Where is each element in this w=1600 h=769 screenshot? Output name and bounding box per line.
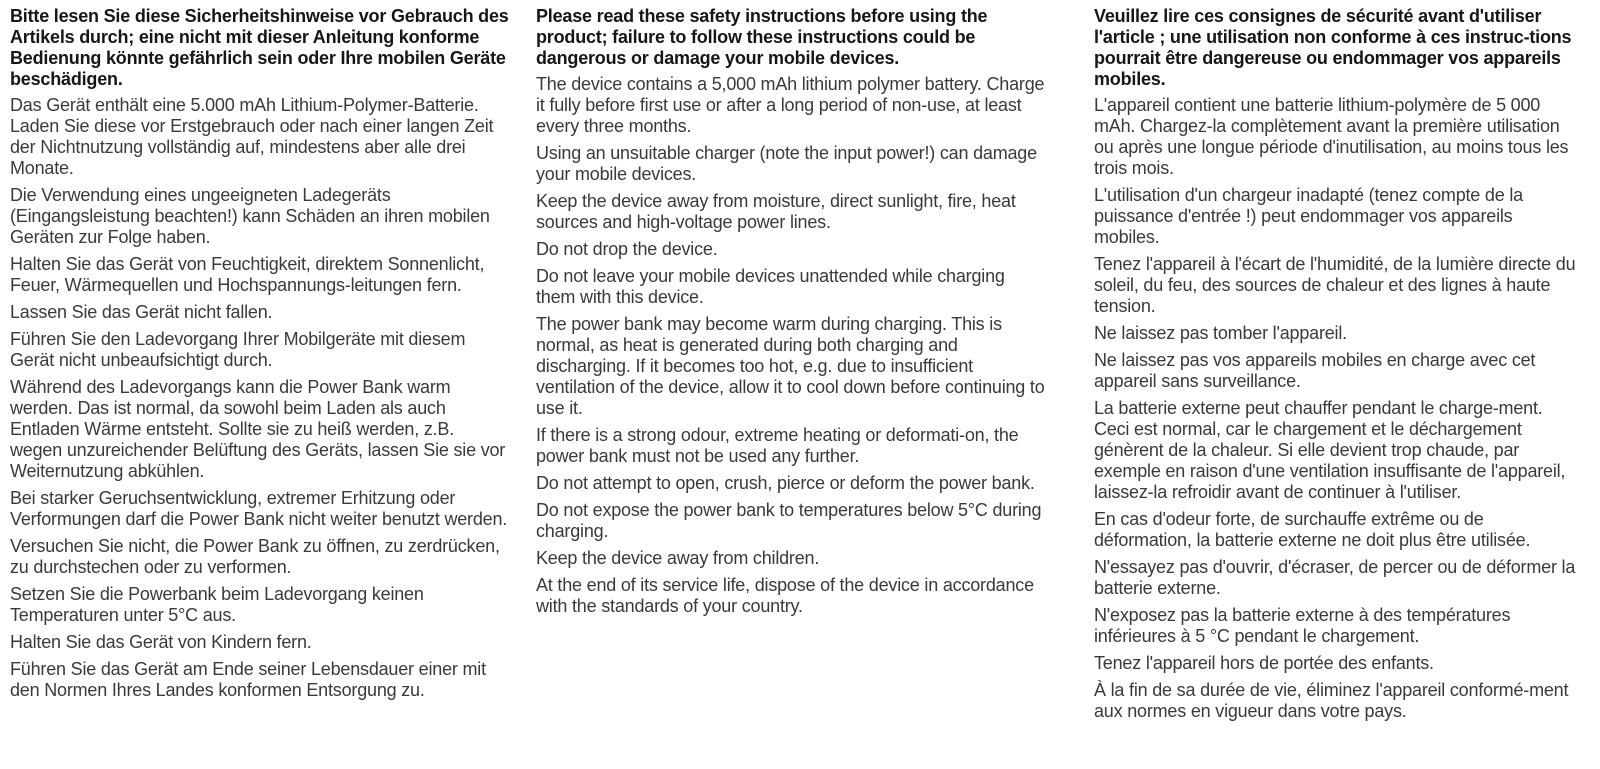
safety-paragraph: The device contains a 5,000 mAh lithium polymer battery. Charge it fully before first use or after a long period of non-use, at least every three months. [536,74,1045,136]
safety-paragraph: Die Verwendung eines ungeeigneten Ladegeräts (Eingangsleistung beachten!) kann Schäden an ihren mobilen Geräten zur Folge haben. [10,185,490,247]
safety-paragraph: En cas d'odeur forte, de surchauffe extrême ou de déformation, la batterie externe ne doit plus être utilisée. [1094,509,1531,550]
safety-paragraph: Setzen Sie die Powerbank beim Ladevorgang keinen Temperaturen unter 5°C aus. [10,584,424,625]
safety-paragraphs-french [1094,95,1576,722]
column-english [536,6,1048,769]
safety-paragraphs-english [536,74,1048,617]
safety-paragraph: At the end of its service life, dispose of the device in accordance with the standards of your country. [536,575,1034,616]
column-french [1094,6,1576,769]
safety-paragraph: N'essayez pas d'ouvrir, d'écraser, de percer ou de déformer la batterie externe. [1094,557,1576,598]
column-german [10,6,510,769]
safety-paragraph: Halten Sie das Gerät von Feuchtigkeit, direktem Sonnenlicht, Feuer, Wärmequellen und Hochspannungs-leitungen fern. [10,254,485,295]
safety-paragraph: Halten Sie das Gerät von Kindern fern. [10,632,312,652]
safety-paragraph: Tenez l'appareil hors de portée des enfants. [1094,653,1434,673]
safety-paragraph: Keep the device away from children. [536,548,820,568]
safety-paragraph: Versuchen Sie nicht, die Power Bank zu öffnen, zu zerdrücken, zu durchstechen oder zu verformen. [10,536,500,577]
safety-paragraph: Bei starker Geruchsentwicklung, extremer Erhitzung oder Verformungen darf die Power Bank nicht weiter benutzt werden. [10,488,508,529]
safety-paragraph: N'exposez pas la batterie externe à des températures inférieures à 5 °C pendant le chargement. [1094,605,1511,646]
safety-paragraph: Using an unsuitable charger (note the input power!) can damage your mobile devices. [536,143,1037,184]
safety-paragraph: If there is a strong odour, extreme heating or deformati-on, the power bank must not be used any further. [536,425,1019,466]
safety-paragraph: Das Gerät enthält eine 5.000 mAh Lithium-Polymer-Batterie. Laden Sie diese vor Erstgebrauch oder nach einer langen Zeit der Nichtnutzung vollständig auf, mindestens aber alle drei Monate. [10,95,494,178]
safety-heading-english: Please read these safety instructions before using the product; failure to follow these instructions could be dangerous or damage your mobile devices. [536,6,988,68]
safety-paragraph: Ne laissez pas tomber l'appareil. [1094,323,1347,343]
safety-heading-german: Bitte lesen Sie diese Sicherheitshinweise vor Gebrauch des Artikels durch; eine nicht mit dieser Anleitung konforme Bedienung könnte gefährlich sein oder Ihre mobilen Geräte beschädigen. [10,6,509,89]
safety-paragraph: L'appareil contient une batterie lithium-polymère de 5 000 mAh. Chargez-la complètement avant la première utilisation ou après une longue période d'inutilisation, au moins tous les trois mois. [1094,95,1569,178]
safety-paragraph: Do not attempt to open, crush, pierce or deform the power bank. [536,473,1035,493]
safety-paragraph: Do not drop the device. [536,239,718,259]
safety-paragraph: Keep the device away from moisture, direct sunlight, fire, heat sources and high-voltage power lines. [536,191,1016,232]
safety-paragraph: Tenez l'appareil à l'écart de l'humidité, de la lumière directe du soleil, du feu, des sources de chaleur et des lignes à haute tension. [1094,254,1576,316]
safety-paragraphs-german [10,95,510,701]
safety-paragraph: À la fin de sa durée de vie, éliminez l'appareil conformé-ment aux normes en vigueur dans votre pays. [1094,680,1569,721]
safety-heading-french: Veuillez lire ces consignes de sécurité avant d'utiliser l'article ; une utilisation non conforme à ces instruc-tions pourrait être dangereuse ou endommager vos appareils mobiles. [1094,6,1572,89]
safety-paragraph: L'utilisation d'un chargeur inadapté (tenez compte de la puissance d'entrée !) peut endommager vos appareils mobiles. [1094,185,1523,247]
safety-paragraph: Do not expose the power bank to temperatures below 5°C during charging. [536,500,1042,541]
safety-paragraph: Ne laissez pas vos appareils mobiles en charge avec cet appareil sans surveillance. [1094,350,1536,391]
safety-paragraph: Lassen Sie das Gerät nicht fallen. [10,302,273,322]
safety-paragraph: Do not leave your mobile devices unattended while charging them with this device. [536,266,1005,307]
safety-paragraph: Führen Sie den Ladevorgang Ihrer Mobilgeräte mit diesem Gerät nicht unbeaufsichtigt durch. [10,329,466,370]
safety-paragraph: The power bank may become warm during charging. This is normal, as heat is generated during both charging and discharging. If it becomes too hot, e.g. due to insufficient ventilation of the device, allow it to cool down before continuing to use it. [536,314,1045,418]
safety-paragraph: Während des Ladevorgangs kann die Power Bank warm werden. Das ist normal, da sowohl beim Laden als auch Entladen Wärme entsteht. Sollte sie zu heiß werden, z.B. wegen unzureichender Belüftung des Geräts, lassen Sie sie vor Weiternutzung abkühlen. [10,377,506,481]
safety-paragraph: La batterie externe peut chauffer pendant le charge-ment. Ceci est normal, car le chargement et le déchargement génèrent de la chaleur. Si elle devient trop chaude, par exemple en raison d'une ventilation insuffisante de l'appareil, laissez-la refroidir avant de continuer à l'utiliser. [1094,398,1566,502]
safety-paragraph: Führen Sie das Gerät am Ende seiner Lebensdauer einer mit den Normen Ihres Landes konformen Entsorgung zu. [10,659,486,700]
